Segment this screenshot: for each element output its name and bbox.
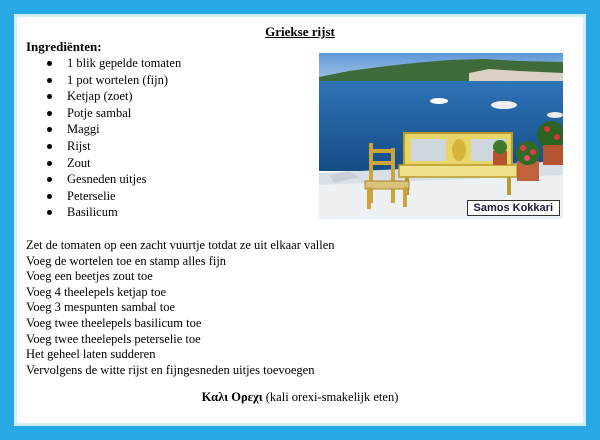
instruction-line: Zet de tomaten op een zacht vuurtje totdat ze uit elkaar vallen <box>26 238 335 252</box>
instruction-line: Voeg de wortelen toe en stamp alles fijn <box>26 253 227 268</box>
ingredient-item: 1 blik gepelde tomaten <box>67 56 182 70</box>
ingredient-item: Maggi <box>67 121 181 138</box>
ingredient-item: Rijst <box>67 138 181 155</box>
instruction-line: Voeg twee theelepels basilicum toe <box>26 315 202 330</box>
instruction-line: Vervolgens de witte rijst en fijngesneden uitjes toevoegen <box>26 362 315 377</box>
ingredient-item: Peterselie <box>67 188 181 205</box>
instruction-line: Voeg twee theelepels peterselie toe <box>26 331 201 346</box>
harbour-scene-illustration <box>319 53 563 219</box>
ingredient-item: Potje sambal <box>67 105 181 122</box>
instructions <box>26 238 335 378</box>
ingredient-item: Gesneden uitjes <box>67 171 181 188</box>
instruction-line: Voeg 4 theelepels ketjap toe <box>26 284 167 299</box>
instruction-line: Het geheel laten sudderen <box>26 347 156 362</box>
greeting-translation: (kali orexi-smakelijk eten) <box>265 390 399 404</box>
photo-caption: Samos Kokkari <box>467 200 560 216</box>
ingredients-list <box>26 55 181 221</box>
ingredient-item: Zout <box>67 155 181 172</box>
recipe-title: Griekse rijst <box>265 24 335 39</box>
greek-greeting: Καλι Ορεχι <box>201 390 263 404</box>
ingredient-item: Basilicum <box>67 204 181 221</box>
ingredients-heading: Ingrediënten: <box>26 39 102 54</box>
document-page <box>14 14 586 426</box>
ingredient-item: 1 pot wortelen (fijn) <box>67 72 181 89</box>
ingredient-item: Ketjap (zoet) <box>67 88 181 105</box>
harbour-photo <box>319 53 563 219</box>
instruction-line: Voeg een beetjes zout toe <box>26 269 153 284</box>
instruction-line: Voeg 3 mespunten sambal toe <box>26 300 176 315</box>
closing-line <box>17 390 583 405</box>
